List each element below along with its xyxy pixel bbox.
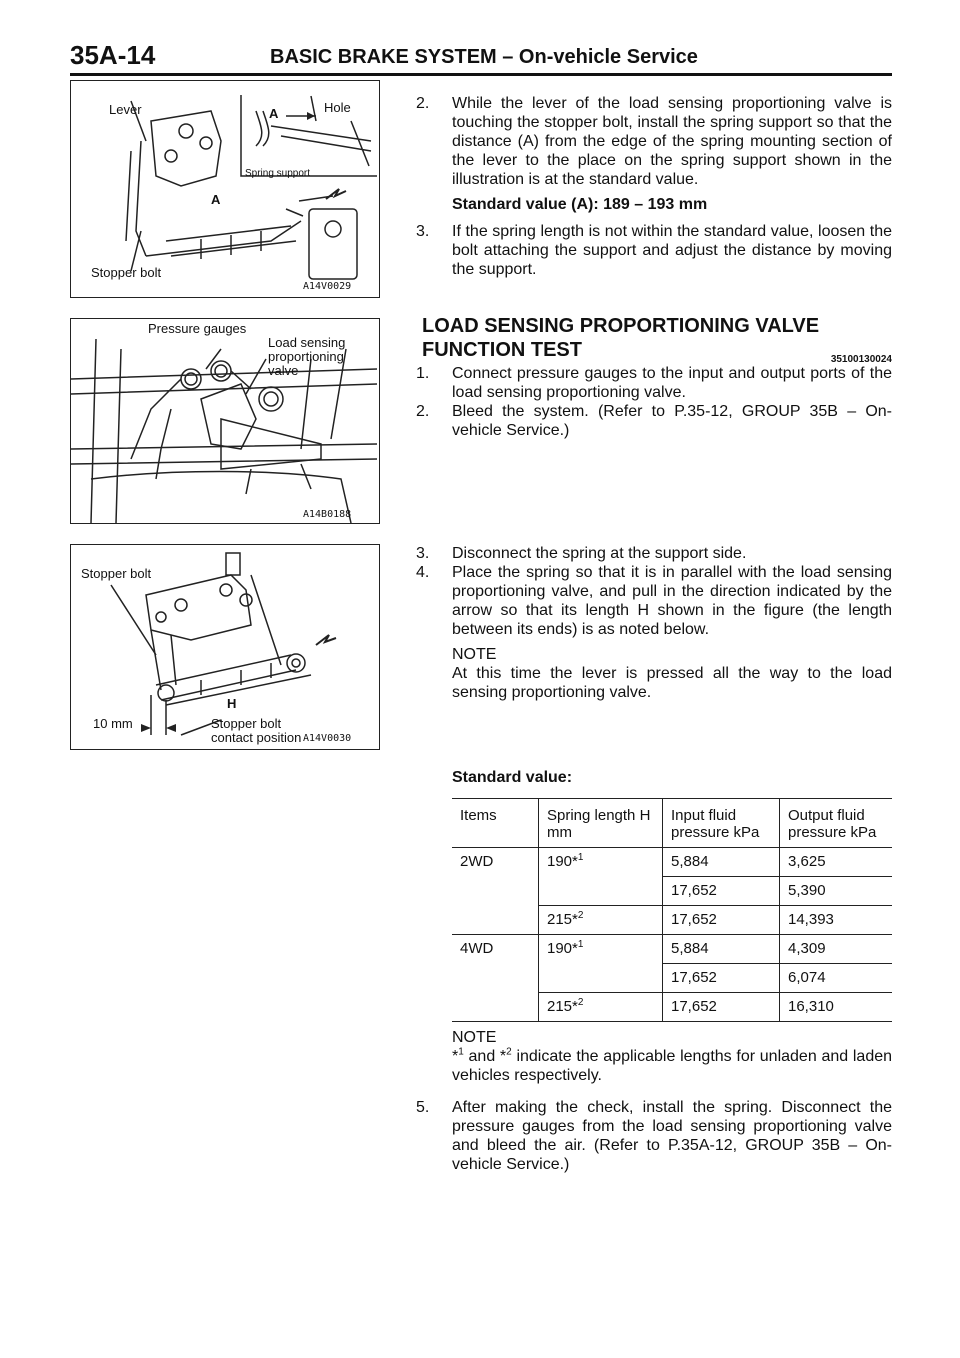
step-number: 3. (416, 223, 430, 240)
step-text: Disconnect the spring at the support side. (452, 545, 747, 562)
input-cell: 17,652 (663, 964, 780, 993)
function-test-steps (416, 364, 892, 440)
note-2-text (452, 1047, 892, 1085)
step-2 (416, 94, 892, 189)
output-cell: 3,625 (780, 848, 893, 877)
step-3 (416, 222, 892, 279)
input-cell: 17,652 (663, 877, 780, 906)
input-cell: 5,884 (663, 935, 780, 964)
note-2-label: NOTE (452, 1029, 497, 1046)
step-number: 4. (416, 564, 430, 581)
steps-3-4 (416, 544, 892, 702)
label-stopper-bolt: Stopper bolt (91, 265, 162, 280)
label-contact-1: Stopper bolt (211, 716, 282, 731)
step-text: After making the check, install the spring. Disconnect the pressure gauges from the load sensing proportioning valve and bleed the air. (Refer to P.35A-12, GROUP 35B – On-vehicle Service.) (452, 1099, 892, 1173)
test-step-3 (416, 544, 892, 563)
figure-spring-support (70, 80, 380, 298)
label-h: H (227, 696, 237, 711)
section-heading (422, 314, 892, 365)
step-text: While the lever of the load sensing proportioning valve is touching the stopper bolt, install the spring support so that the distance (A) from the edge of the spring mounting section of the lever to the place on the spring support shown in the illustration is at the standard value. (452, 95, 892, 188)
length-value: 215* (547, 998, 578, 1015)
figure-code: A14B0188 (303, 509, 352, 520)
section-code: 35100130024 (830, 354, 892, 365)
output-cell: 6,074 (780, 964, 893, 993)
note-2-block (452, 1028, 892, 1085)
group-2wd: 2WD (452, 848, 539, 935)
label-a-mid: A (211, 192, 221, 207)
label-hole: Hole (324, 100, 351, 115)
figure-code: A14V0030 (303, 733, 352, 744)
label-load-sensing: Load sensing (268, 335, 346, 350)
header-items: Items (452, 799, 539, 848)
step-5-block (416, 1098, 892, 1174)
label-lever: Lever (109, 102, 142, 117)
figure-code: A14V0029 (303, 281, 352, 292)
length-cell (539, 906, 663, 935)
step-text: If the spring length is not within the standard value, loosen the bolt attaching the support and adjust the distance by moving the support. (452, 223, 892, 278)
step-2-block (416, 94, 892, 279)
test-step-2 (416, 402, 892, 440)
note-2-and: and * (463, 1048, 507, 1065)
step-number: 5. (416, 1099, 430, 1116)
length-cell (539, 848, 663, 906)
length-cell (539, 935, 663, 993)
header-spring: Spring length H mm (539, 799, 663, 848)
footnote-mark: 2 (577, 997, 584, 1008)
length-value: 190* (547, 853, 578, 870)
footnote-mark: 2 (577, 910, 584, 921)
standard-value-label: Standard value: (452, 769, 573, 786)
step-text: Place the spring so that it is in parallel with the load sensing proportioning valve, and pull in the direction indicated by the arrow so that its length H shown in the figure (the length between its ends) is as noted below. (452, 564, 892, 638)
step-text: Connect pressure gauges to the input and output ports of the load sensing proportioning valve. (452, 365, 892, 401)
table-row (452, 848, 892, 877)
standard-value-table (452, 798, 892, 1022)
footnote-mark: 1 (577, 852, 584, 863)
standard-value-a: Standard value (A): 189 – 193 mm (452, 196, 708, 213)
label-contact-2: contact position (211, 730, 302, 745)
footnote-mark: 1 (458, 1046, 464, 1058)
test-step-1 (416, 364, 892, 402)
table-header-row (452, 799, 892, 848)
page-number: 35A-14 (70, 40, 156, 70)
test-step-4 (416, 563, 892, 639)
output-cell: 16,310 (780, 993, 893, 1022)
group-4wd: 4WD (452, 935, 539, 1022)
table-row (452, 935, 892, 964)
output-cell: 4,309 (780, 935, 893, 964)
length-value: 215* (547, 911, 578, 928)
step-number: 3. (416, 545, 430, 562)
label-10mm: 10 mm (93, 716, 133, 731)
input-cell: 17,652 (663, 906, 780, 935)
step-text: Bleed the system. (Refer to P.35-12, GROUP 35B – On-vehicle Service.) (452, 403, 892, 439)
label-valve: valve (268, 363, 299, 378)
length-cell (539, 993, 663, 1022)
figure-pressure-gauges (70, 318, 380, 524)
section-title-line-1: LOAD SENSING PROPORTIONING VALVE (422, 315, 820, 337)
footnote-mark: 2 (506, 1046, 512, 1058)
note-2-star: * (452, 1048, 459, 1065)
input-cell: 17,652 (663, 993, 780, 1022)
label-proportioning: proportioning (268, 349, 344, 364)
header-input: Input fluid pressure kPa (663, 799, 780, 848)
note-2-body: indicate the applicable lengths for unladen and laden vehicles respectively. (452, 1048, 893, 1084)
section-title-line-2: FUNCTION TEST (422, 339, 582, 361)
header-output: Output fluid pressure kPa (780, 799, 893, 848)
test-step-5 (416, 1098, 892, 1174)
page-title: BASIC BRAKE SYSTEM – On-vehicle Service (270, 46, 698, 68)
output-cell: 14,393 (780, 906, 893, 935)
step-number: 2. (416, 403, 430, 420)
header-rule (70, 73, 892, 76)
label-spring-support: Spring support (245, 168, 311, 179)
note-1-label: NOTE (452, 646, 497, 663)
label-pressure-gauges: Pressure gauges (148, 321, 247, 336)
input-cell: 5,884 (663, 848, 780, 877)
length-value: 190* (547, 940, 578, 957)
step-number: 2. (416, 95, 430, 112)
label-a-top: A (269, 106, 279, 121)
step-number: 1. (416, 365, 430, 382)
figure-spring-length (70, 544, 380, 750)
footnote-mark: 1 (577, 939, 584, 950)
label-stopper-bolt: Stopper bolt (81, 566, 152, 581)
output-cell: 5,390 (780, 877, 893, 906)
note-1-text: At this time the lever is pressed all the way to the load sensing proportioning valve. (452, 665, 892, 701)
